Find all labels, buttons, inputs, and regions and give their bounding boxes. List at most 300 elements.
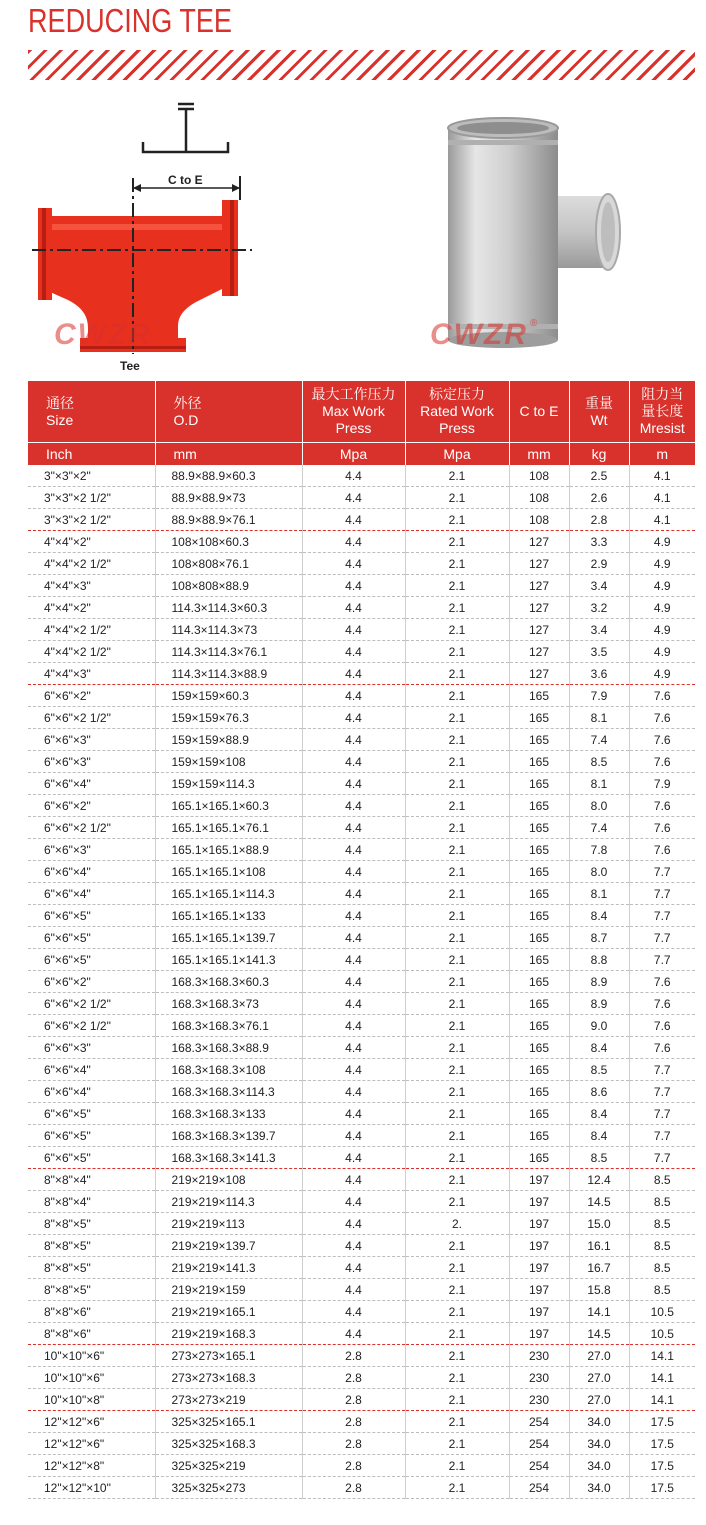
table-cell: 7.7	[629, 927, 695, 949]
table-row	[28, 773, 695, 795]
table-cell: 8"×8"×5"	[28, 1213, 155, 1235]
table-cell: 219×219×141.3	[155, 1257, 302, 1279]
table-row	[28, 971, 695, 993]
table-cell: 8.1	[569, 707, 629, 729]
table-cell: 108×808×88.9	[155, 575, 302, 597]
table-cell: 2.8	[302, 1455, 405, 1477]
table-cell: 127	[509, 575, 569, 597]
table-row	[28, 685, 695, 707]
table-cell: 7.9	[569, 685, 629, 707]
table-row	[28, 1455, 695, 1477]
table-cell: 6"×6"×2 1/2"	[28, 993, 155, 1015]
table-cell: 165	[509, 839, 569, 861]
table-cell: 6"×6"×5"	[28, 905, 155, 927]
table-cell: 12.4	[569, 1169, 629, 1191]
table-cell: 2.8	[302, 1433, 405, 1455]
table-cell: 6"×6"×4"	[28, 773, 155, 795]
table-cell: 273×273×219	[155, 1389, 302, 1411]
table-cell: 2.1	[405, 641, 509, 663]
table-cell: 4.4	[302, 883, 405, 905]
table-cell: 4.9	[629, 619, 695, 641]
table-cell: 2.1	[405, 1323, 509, 1345]
table-cell: 4.1	[629, 465, 695, 487]
table-cell: 8.9	[569, 971, 629, 993]
table-cell: 127	[509, 553, 569, 575]
table-cell: 4.4	[302, 949, 405, 971]
table-cell: 2.1	[405, 1367, 509, 1389]
unit-cell: mm	[155, 443, 302, 466]
table-cell: 159×159×88.9	[155, 729, 302, 751]
table-cell: 7.6	[629, 795, 695, 817]
table-row	[28, 597, 695, 619]
table-cell: 4.4	[302, 729, 405, 751]
table-cell: 6"×6"×2"	[28, 795, 155, 817]
table-row	[28, 993, 695, 1015]
title-stripe-band	[28, 50, 695, 80]
table-cell: 325×325×219	[155, 1455, 302, 1477]
table-cell: 4.4	[302, 1323, 405, 1345]
table-cell: 16.7	[569, 1257, 629, 1279]
table-cell: 165	[509, 817, 569, 839]
table-cell: 197	[509, 1257, 569, 1279]
table-cell: 2.1	[405, 1477, 509, 1499]
table-cell: 325×325×165.1	[155, 1411, 302, 1433]
table-cell: 219×219×108	[155, 1169, 302, 1191]
table-cell: 197	[509, 1235, 569, 1257]
table-cell: 6"×6"×4"	[28, 883, 155, 905]
table-cell: 4.4	[302, 597, 405, 619]
table-cell: 2.1	[405, 1455, 509, 1477]
unit-cell: Mpa	[302, 443, 405, 466]
table-cell: 4.4	[302, 971, 405, 993]
table-cell: 4.4	[302, 487, 405, 509]
table-row	[28, 883, 695, 905]
table-cell: 4.4	[302, 1147, 405, 1169]
table-cell: 4.9	[629, 575, 695, 597]
table-cell: 2.5	[569, 465, 629, 487]
table-cell: 165	[509, 795, 569, 817]
table-row	[28, 861, 695, 883]
table-cell: 8.5	[569, 1059, 629, 1081]
reducing-tee-spec-table	[28, 381, 695, 1499]
table-body	[28, 465, 695, 1499]
table-cell: 8.5	[629, 1257, 695, 1279]
table-cell: 2.1	[405, 531, 509, 553]
table-cell: 165	[509, 993, 569, 1015]
table-cell: 2.8	[302, 1477, 405, 1499]
table-cell: 6"×6"×2 1/2"	[28, 817, 155, 839]
table-cell: 254	[509, 1455, 569, 1477]
table-cell: 4.4	[302, 1257, 405, 1279]
table-row	[28, 1169, 695, 1191]
table-cell: 108	[509, 465, 569, 487]
table-cell: 230	[509, 1367, 569, 1389]
table-cell: 4"×4"×3"	[28, 575, 155, 597]
unit-cell: kg	[569, 443, 629, 466]
table-cell: 165	[509, 773, 569, 795]
table-cell: 7.6	[629, 1037, 695, 1059]
table-cell: 34.0	[569, 1433, 629, 1455]
table-cell: 88.9×88.9×60.3	[155, 465, 302, 487]
table-cell: 254	[509, 1433, 569, 1455]
table-cell: 10"×10"×8"	[28, 1389, 155, 1411]
table-cell: 165	[509, 971, 569, 993]
table-row	[28, 531, 695, 553]
table-cell: 219×219×159	[155, 1279, 302, 1301]
table-units-row	[28, 443, 695, 466]
table-cell: 165	[509, 1081, 569, 1103]
table-cell: 2.1	[405, 971, 509, 993]
table-cell: 2.1	[405, 817, 509, 839]
table-cell: 6"×6"×2"	[28, 971, 155, 993]
table-cell: 2.1	[405, 773, 509, 795]
table-cell: 114.3×114.3×76.1	[155, 641, 302, 663]
table-cell: 4.9	[629, 553, 695, 575]
table-cell: 127	[509, 597, 569, 619]
table-cell: 6"×6"×5"	[28, 949, 155, 971]
table-cell: 2.1	[405, 949, 509, 971]
table-cell: 165.1×165.1×108	[155, 861, 302, 883]
table-cell: 4.4	[302, 685, 405, 707]
table-cell: 2.1	[405, 597, 509, 619]
table-cell: 10.5	[629, 1323, 695, 1345]
table-cell: 88.9×88.9×76.1	[155, 509, 302, 531]
header-rated-work-press: 标定压力 Rated Work Press	[405, 381, 509, 443]
table-cell: 7.7	[629, 1125, 695, 1147]
table-cell: 4.1	[629, 487, 695, 509]
table-cell: 325×325×273	[155, 1477, 302, 1499]
header-max-work-press: 最大工作压力 Max Work Press	[302, 381, 405, 443]
table-cell: 197	[509, 1169, 569, 1191]
table-cell: 15.8	[569, 1279, 629, 1301]
table-cell: 219×219×168.3	[155, 1323, 302, 1345]
table-cell: 3"×3"×2 1/2"	[28, 509, 155, 531]
table-cell: 127	[509, 531, 569, 553]
table-header-row	[28, 381, 695, 443]
table-cell: 2.1	[405, 487, 509, 509]
table-cell: 230	[509, 1389, 569, 1411]
table-cell: 8.4	[569, 1125, 629, 1147]
table-cell: 197	[509, 1213, 569, 1235]
table-cell: 165	[509, 685, 569, 707]
table-cell: 15.0	[569, 1213, 629, 1235]
table-cell: 4.4	[302, 1103, 405, 1125]
table-cell: 165	[509, 949, 569, 971]
table-cell: 2.1	[405, 1015, 509, 1037]
table-cell: 17.5	[629, 1411, 695, 1433]
header-weight: 重量 Wt	[569, 381, 629, 443]
table-cell: 273×273×165.1	[155, 1345, 302, 1367]
table-cell: 2.1	[405, 1169, 509, 1191]
table-cell: 4.4	[302, 575, 405, 597]
table-cell: 8.4	[569, 1103, 629, 1125]
table-cell: 2.1	[405, 575, 509, 597]
table-cell: 7.6	[629, 685, 695, 707]
table-cell: 230	[509, 1345, 569, 1367]
table-cell: 2.8	[569, 509, 629, 531]
table-cell: 6"×6"×4"	[28, 861, 155, 883]
table-cell: 3.3	[569, 531, 629, 553]
table-cell: 6"×6"×3"	[28, 839, 155, 861]
table-cell: 4.4	[302, 795, 405, 817]
table-cell: 219×219×139.7	[155, 1235, 302, 1257]
table-cell: 2.1	[405, 707, 509, 729]
table-cell: 27.0	[569, 1367, 629, 1389]
table-cell: 12"×12"×10"	[28, 1477, 155, 1499]
table-cell: 127	[509, 641, 569, 663]
table-cell: 7.6	[629, 1015, 695, 1037]
table-cell: 7.4	[569, 729, 629, 751]
table-cell: 4.4	[302, 707, 405, 729]
table-cell: 8"×8"×5"	[28, 1257, 155, 1279]
table-cell: 3.4	[569, 575, 629, 597]
table-cell: 8.0	[569, 861, 629, 883]
table-row	[28, 509, 695, 531]
table-cell: 6"×6"×5"	[28, 1125, 155, 1147]
table-cell: 197	[509, 1301, 569, 1323]
table-cell: 17.5	[629, 1433, 695, 1455]
table-cell: 165	[509, 1015, 569, 1037]
table-cell: 2.1	[405, 1037, 509, 1059]
table-cell: 14.1	[629, 1367, 695, 1389]
table-row	[28, 1235, 695, 1257]
table-cell: 219×219×165.1	[155, 1301, 302, 1323]
table-cell: 7.6	[629, 751, 695, 773]
table-cell: 2.1	[405, 795, 509, 817]
table-cell: 4"×4"×2 1/2"	[28, 553, 155, 575]
table-cell: 4.4	[302, 641, 405, 663]
table-cell: 165	[509, 1103, 569, 1125]
table-cell: 159×159×60.3	[155, 685, 302, 707]
table-cell: 8.5	[629, 1279, 695, 1301]
table-cell: 6"×6"×3"	[28, 729, 155, 751]
table-cell: 7.4	[569, 817, 629, 839]
table-cell: 127	[509, 619, 569, 641]
table-cell: 16.1	[569, 1235, 629, 1257]
table-cell: 3.2	[569, 597, 629, 619]
table-cell: 10.5	[629, 1301, 695, 1323]
table-row	[28, 1279, 695, 1301]
table-cell: 4.9	[629, 641, 695, 663]
table-cell: 165.1×165.1×76.1	[155, 817, 302, 839]
table-cell: 6"×6"×5"	[28, 1147, 155, 1169]
table-cell: 165.1×165.1×141.3	[155, 949, 302, 971]
table-cell: 4.4	[302, 817, 405, 839]
table-cell: 6"×6"×4"	[28, 1081, 155, 1103]
table-cell: 6"×6"×5"	[28, 1103, 155, 1125]
table-cell: 9.0	[569, 1015, 629, 1037]
table-cell: 4"×4"×3"	[28, 663, 155, 685]
table-cell: 8.0	[569, 795, 629, 817]
table-cell: 168.3×168.3×60.3	[155, 971, 302, 993]
table-cell: 12"×12"×6"	[28, 1411, 155, 1433]
tee-product-photo	[418, 112, 638, 352]
table-cell: 8.1	[569, 883, 629, 905]
table-cell: 2.1	[405, 729, 509, 751]
table-cell: 165	[509, 751, 569, 773]
unit-cell: mm	[509, 443, 569, 466]
table-cell: 2.1	[405, 751, 509, 773]
table-cell: 127	[509, 663, 569, 685]
table-cell: 159×159×76.3	[155, 707, 302, 729]
table-cell: 254	[509, 1411, 569, 1433]
table-cell: 6"×6"×4"	[28, 1059, 155, 1081]
table-cell: 165	[509, 729, 569, 751]
table-cell: 108	[509, 487, 569, 509]
table-cell: 273×273×168.3	[155, 1367, 302, 1389]
table-cell: 2.	[405, 1213, 509, 1235]
table-row	[28, 553, 695, 575]
table-cell: 7.6	[629, 729, 695, 751]
table-cell: 8.8	[569, 949, 629, 971]
table-cell: 14.5	[569, 1191, 629, 1213]
table-cell: 17.5	[629, 1477, 695, 1499]
table-cell: 108	[509, 509, 569, 531]
table-row	[28, 1257, 695, 1279]
table-cell: 6"×6"×5"	[28, 927, 155, 949]
table-cell: 165	[509, 905, 569, 927]
table-cell: 4.9	[629, 531, 695, 553]
table-cell: 2.1	[405, 553, 509, 575]
table-cell: 165.1×165.1×139.7	[155, 927, 302, 949]
table-cell: 197	[509, 1323, 569, 1345]
table-cell: 2.1	[405, 1103, 509, 1125]
table-row	[28, 663, 695, 685]
table-cell: 4"×4"×2 1/2"	[28, 641, 155, 663]
table-cell: 2.1	[405, 883, 509, 905]
table-cell: 8.5	[629, 1235, 695, 1257]
table-cell: 4.4	[302, 553, 405, 575]
table-cell: 27.0	[569, 1389, 629, 1411]
table-cell: 4"×4"×2"	[28, 597, 155, 619]
table-cell: 2.1	[405, 509, 509, 531]
table-row	[28, 839, 695, 861]
table-cell: 197	[509, 1191, 569, 1213]
header-mresist: 阻力当量长度 Mresist	[629, 381, 695, 443]
table-row	[28, 1147, 695, 1169]
table-cell: 6"×6"×2 1/2"	[28, 707, 155, 729]
table-cell: 4.4	[302, 465, 405, 487]
table-row	[28, 641, 695, 663]
table-cell: 8.7	[569, 927, 629, 949]
table-cell: 88.9×88.9×73	[155, 487, 302, 509]
table-cell: 2.1	[405, 861, 509, 883]
table-row	[28, 817, 695, 839]
table-row	[28, 465, 695, 487]
table-row	[28, 751, 695, 773]
table-cell: 4.4	[302, 663, 405, 685]
table-cell: 10"×10"×6"	[28, 1367, 155, 1389]
table-cell: 4.4	[302, 531, 405, 553]
table-cell: 168.3×168.3×139.7	[155, 1125, 302, 1147]
table-cell: 4"×4"×2 1/2"	[28, 619, 155, 641]
table-cell: 219×219×114.3	[155, 1191, 302, 1213]
table-cell: 4.4	[302, 993, 405, 1015]
table-cell: 2.1	[405, 839, 509, 861]
table-cell: 27.0	[569, 1345, 629, 1367]
table-cell: 7.7	[629, 1103, 695, 1125]
table-cell: 12"×12"×6"	[28, 1433, 155, 1455]
table-cell: 4.4	[302, 1235, 405, 1257]
unit-cell: Inch	[28, 443, 155, 466]
table-cell: 114.3×114.3×60.3	[155, 597, 302, 619]
table-row	[28, 1103, 695, 1125]
table-cell: 4.4	[302, 1213, 405, 1235]
table-cell: 2.1	[405, 1279, 509, 1301]
table-cell: 2.6	[569, 487, 629, 509]
table-cell: 2.1	[405, 1125, 509, 1147]
table-cell: 12"×12"×8"	[28, 1455, 155, 1477]
table-row	[28, 1301, 695, 1323]
table-cell: 4.4	[302, 1037, 405, 1059]
table-row	[28, 1389, 695, 1411]
table-cell: 4.4	[302, 927, 405, 949]
table-cell: 14.1	[629, 1389, 695, 1411]
table-cell: 197	[509, 1279, 569, 1301]
table-cell: 165.1×165.1×114.3	[155, 883, 302, 905]
table-cell: 8.9	[569, 993, 629, 1015]
table-row	[28, 1323, 695, 1345]
table-row	[28, 1059, 695, 1081]
table-cell: 4.4	[302, 509, 405, 531]
table-cell: 159×159×114.3	[155, 773, 302, 795]
table-cell: 159×159×108	[155, 751, 302, 773]
table-cell: 254	[509, 1477, 569, 1499]
table-cell: 8"×8"×6"	[28, 1323, 155, 1345]
table-cell: 2.1	[405, 1257, 509, 1279]
table-cell: 7.7	[629, 905, 695, 927]
table-cell: 4"×4"×2"	[28, 531, 155, 553]
table-cell: 2.9	[569, 553, 629, 575]
table-cell: 168.3×168.3×88.9	[155, 1037, 302, 1059]
table-cell: 34.0	[569, 1411, 629, 1433]
table-cell: 7.6	[629, 707, 695, 729]
table-row	[28, 619, 695, 641]
table-row	[28, 1191, 695, 1213]
table-cell: 4.4	[302, 1081, 405, 1103]
header-od: 外径 O.D	[155, 381, 302, 443]
table-cell: 165	[509, 927, 569, 949]
table-row	[28, 1477, 695, 1499]
table-cell: 108×108×60.3	[155, 531, 302, 553]
table-cell: 2.1	[405, 905, 509, 927]
table-cell: 168.3×168.3×108	[155, 1059, 302, 1081]
table-cell: 2.1	[405, 993, 509, 1015]
table-cell: 8.5	[629, 1213, 695, 1235]
table-cell: 114.3×114.3×73	[155, 619, 302, 641]
table-cell: 4.4	[302, 1191, 405, 1213]
table-row	[28, 487, 695, 509]
header-size: 通径 Size	[28, 381, 155, 443]
table-cell: 165	[509, 707, 569, 729]
tee-label: Tee	[120, 359, 140, 373]
table-cell: 7.7	[629, 861, 695, 883]
table-cell: 8.5	[629, 1169, 695, 1191]
table-cell: 7.9	[629, 773, 695, 795]
table-cell: 4.1	[629, 509, 695, 531]
table-cell: 2.1	[405, 1301, 509, 1323]
table-cell: 2.8	[302, 1411, 405, 1433]
table-cell: 14.1	[569, 1301, 629, 1323]
table-cell: 165.1×165.1×60.3	[155, 795, 302, 817]
table-cell: 8.5	[629, 1191, 695, 1213]
table-row	[28, 575, 695, 597]
table-cell: 165.1×165.1×88.9	[155, 839, 302, 861]
table-cell: 4.4	[302, 1301, 405, 1323]
table-cell: 8.4	[569, 1037, 629, 1059]
table-cell: 165	[509, 1147, 569, 1169]
table-row	[28, 1411, 695, 1433]
